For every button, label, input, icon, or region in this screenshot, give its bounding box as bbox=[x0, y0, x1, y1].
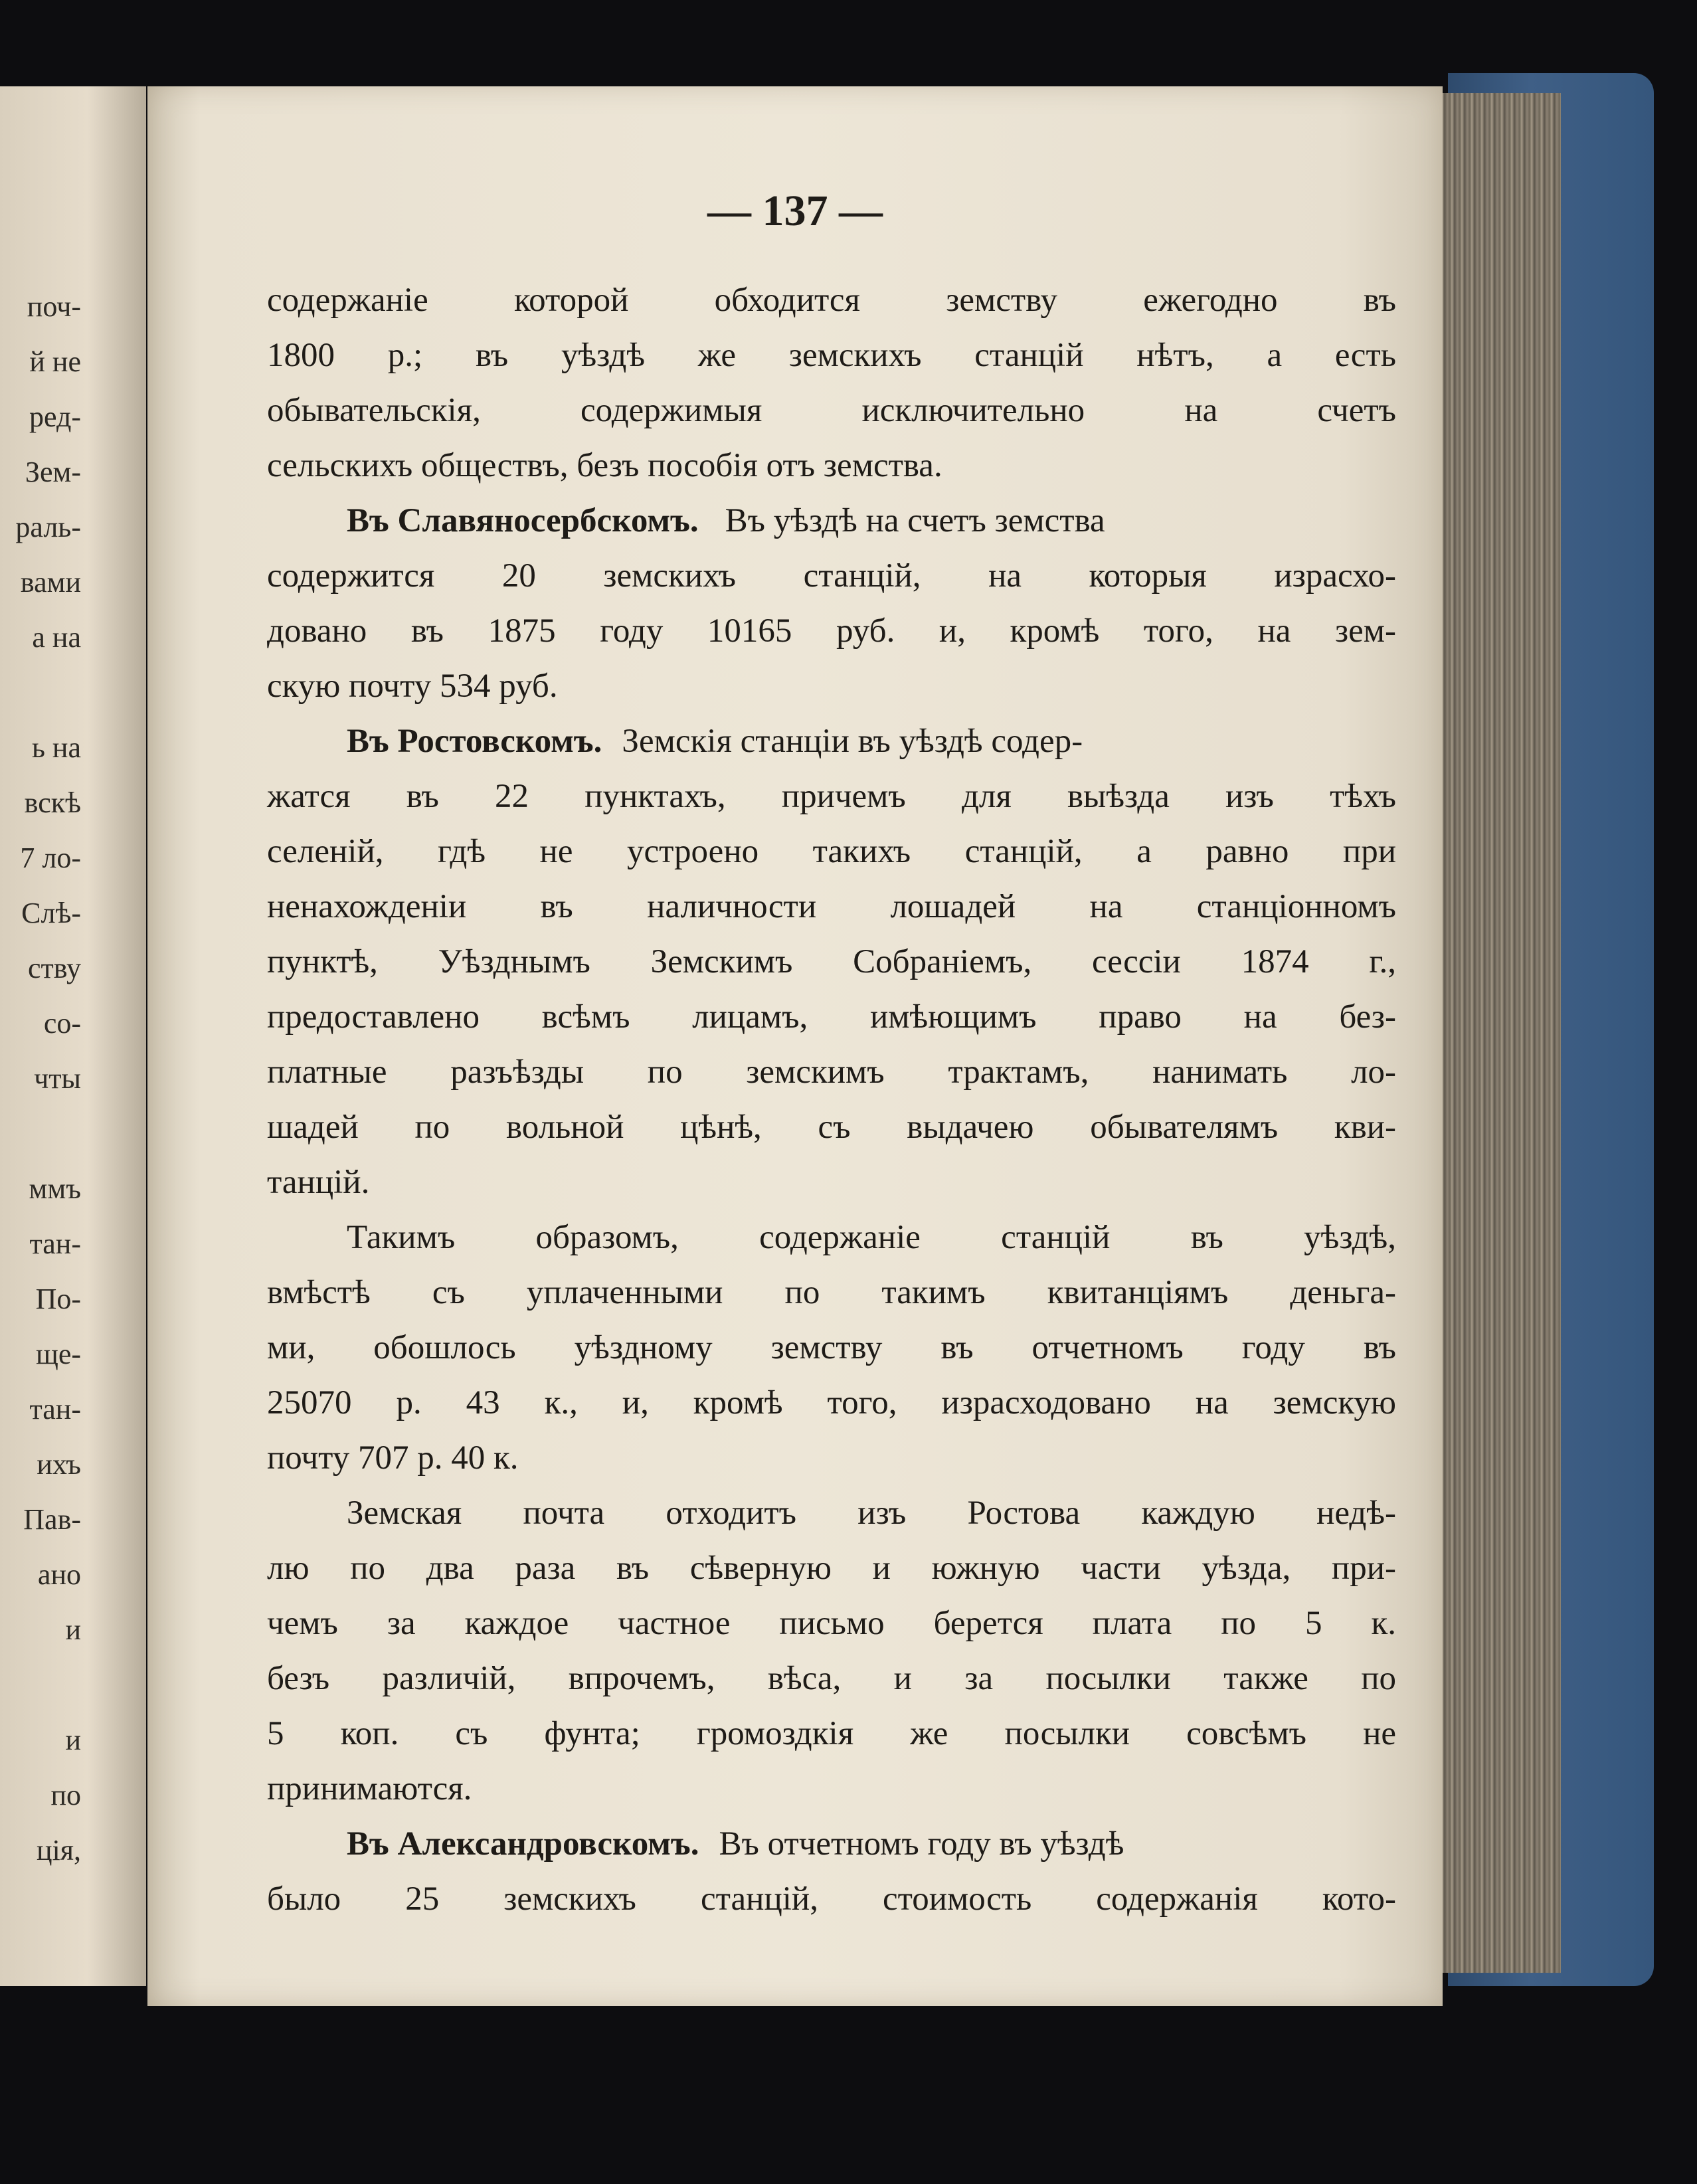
left-fragment: ано bbox=[37, 1558, 81, 1591]
district-heading: Въ Ростовскомъ. bbox=[347, 723, 602, 760]
text-line: 25070 р. 43 к., и, кромѣ того, израсходовано на земскую bbox=[267, 1384, 1396, 1421]
left-fragment: ція, bbox=[36, 1834, 81, 1866]
text-line: безъ различій, впрочемъ, вѣса, и за посылки также по bbox=[267, 1660, 1396, 1697]
text-line: жатся въ 22 пунктахъ, причемъ для выѣзда изъ тѣхъ bbox=[267, 778, 1396, 815]
text-line: платные разъѣзды по земскимъ трактамъ, нанимать ло- bbox=[267, 1053, 1396, 1091]
left-fragment: По- bbox=[35, 1283, 81, 1315]
left-fragment: ству bbox=[27, 952, 81, 984]
left-fragment: тан- bbox=[29, 1228, 81, 1260]
left-fragment: 7 ло- bbox=[20, 842, 81, 874]
text-line: Земская почта отходитъ изъ Ростова каждую недѣ- bbox=[347, 1495, 1396, 1532]
text-line: принимаются. bbox=[267, 1770, 472, 1807]
left-fragment: поч- bbox=[27, 290, 81, 323]
left-fragment: Зем- bbox=[25, 456, 81, 488]
district-heading: Въ Славяносербскомъ. bbox=[347, 502, 699, 539]
text-line: содержаніе которой обходится земству ежегодно въ bbox=[267, 282, 1396, 319]
left-fragment: Слѣ- bbox=[21, 897, 81, 929]
right-page bbox=[147, 86, 1443, 2006]
left-fragment: ихъ bbox=[37, 1448, 81, 1481]
text-span: Въ уѣздѣ на счетъ земства bbox=[725, 502, 1105, 539]
text-line: довано въ 1875 году 10165 руб. и, кромѣ того, на зем- bbox=[267, 612, 1396, 650]
text-line: было 25 земскихъ станцій, стоимость содержанія кото- bbox=[267, 1880, 1396, 1918]
text-line: почту 707 р. 40 к. bbox=[267, 1439, 519, 1477]
left-fragment: и bbox=[65, 1724, 81, 1756]
left-fragment: чты bbox=[34, 1062, 81, 1095]
left-fragment: ще- bbox=[35, 1338, 81, 1370]
text-span: Земскія станціи въ уѣздѣ содер- bbox=[622, 723, 1083, 760]
text-line: пунктѣ, Уѣзднымъ Земскимъ Собраніемъ, сессіи 1874 г., bbox=[267, 943, 1396, 980]
left-fragment: раль- bbox=[15, 511, 81, 543]
left-fragment: вскѣ bbox=[24, 786, 81, 819]
left-fragment: и bbox=[65, 1613, 81, 1646]
page-number: — 137 — bbox=[707, 187, 883, 235]
left-page bbox=[0, 86, 146, 1986]
text-line: лю по два раза въ сѣверную и южную части уѣзда, при- bbox=[267, 1550, 1396, 1587]
text-line: 5 коп. съ фунта; громоздкія же посылки совсѣмъ не bbox=[267, 1715, 1396, 1752]
text-line: ненахожденіи въ наличности лошадей на станціонномъ bbox=[267, 888, 1396, 925]
left-fragment: тан- bbox=[29, 1393, 81, 1425]
text-line: содержится 20 земскихъ станцій, на которыя израсхо- bbox=[267, 557, 1396, 594]
text-line: шадей по вольной цѣнѣ, съ выдачею обывателямъ кви- bbox=[267, 1109, 1396, 1146]
left-fragment: ммъ bbox=[29, 1172, 81, 1205]
text-line: обывательскія, содержимыя исключительно на счетъ bbox=[267, 392, 1396, 429]
text-line: сельскихъ обществъ, безъ пособія отъ земства. bbox=[267, 447, 942, 484]
left-fragment: ред- bbox=[29, 401, 81, 433]
text-line: танцій. bbox=[267, 1164, 370, 1201]
text-line: предоставлено всѣмъ лицамъ, имѣющимъ право на без- bbox=[267, 998, 1396, 1036]
page-edges bbox=[1435, 93, 1561, 1973]
paragraph-heading-line bbox=[267, 504, 1396, 538]
left-fragment: й не bbox=[29, 345, 81, 378]
left-fragment: по bbox=[50, 1779, 81, 1811]
text-span: Въ отчетномъ году въ уѣздѣ bbox=[719, 1825, 1124, 1863]
paragraph-heading-line bbox=[267, 1827, 1396, 1861]
left-fragment: вами bbox=[20, 566, 81, 598]
text-line: скую почту 534 руб. bbox=[267, 668, 558, 705]
left-fragment: ь на bbox=[31, 731, 81, 764]
text-line: чемъ за каждое частное письмо берется плата по 5 к. bbox=[267, 1605, 1396, 1642]
paragraph-heading-line bbox=[267, 725, 1396, 759]
left-fragment: со- bbox=[43, 1007, 81, 1040]
left-fragment: а на bbox=[32, 621, 81, 654]
left-fragment: Пав- bbox=[23, 1503, 81, 1536]
text-line: селеній, гдѣ не устроено такихъ станцій, а равно при bbox=[267, 833, 1396, 870]
text-line: 1800 р.; въ уѣздѣ же земскихъ станцій нѣтъ, а есть bbox=[267, 337, 1396, 374]
text-line: ми, обошлось уѣздному земству въ отчетномъ году въ bbox=[267, 1329, 1396, 1366]
text-line: вмѣстѣ съ уплаченными по такимъ квитанціямъ деньга- bbox=[267, 1274, 1396, 1311]
district-heading: Въ Александровскомъ. bbox=[347, 1825, 699, 1863]
text-line: Такимъ образомъ, содержаніе станцій въ уѣздѣ, bbox=[347, 1219, 1396, 1256]
